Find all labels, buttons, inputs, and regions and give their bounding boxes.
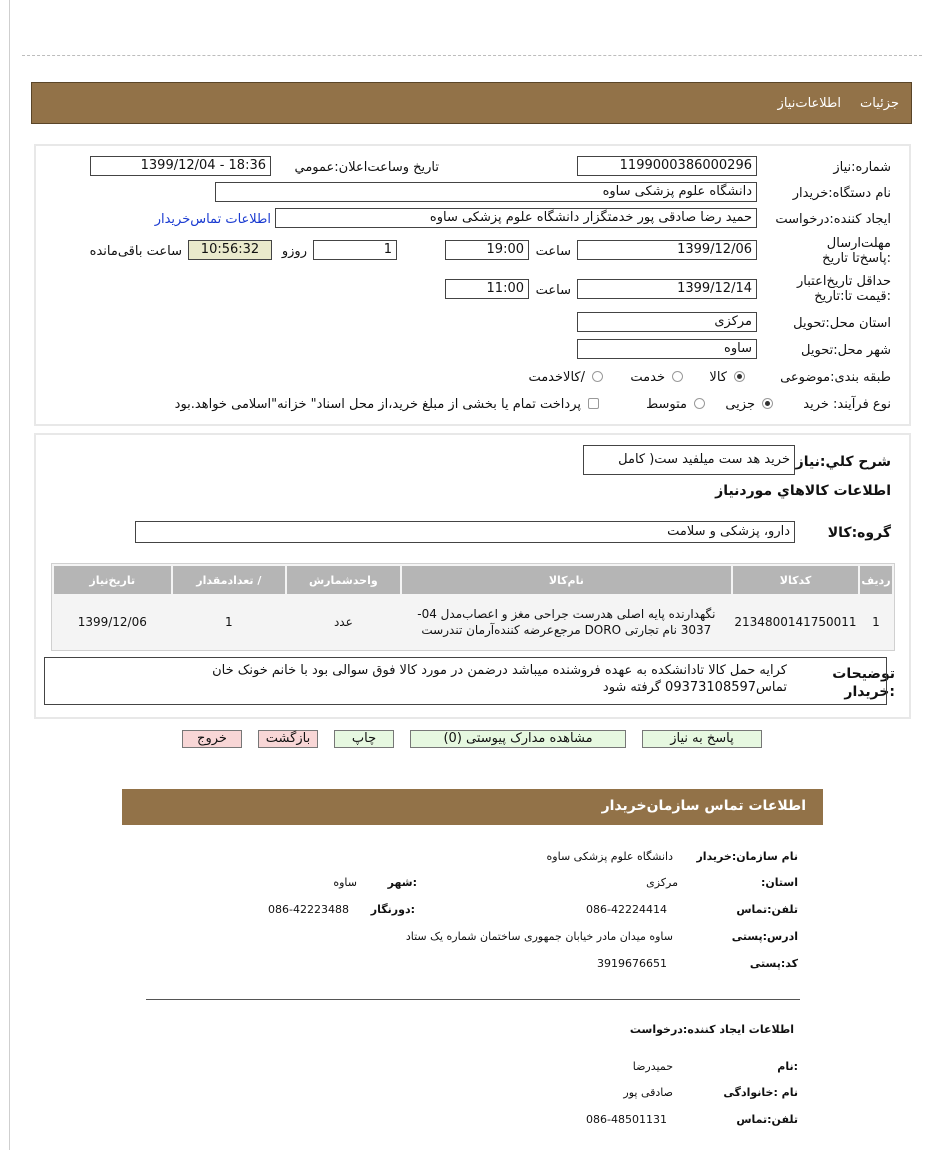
province-field: مرکزی [577,312,757,332]
contact-city-value: ساوه [333,876,357,889]
treasury-checkbox[interactable] [588,398,599,409]
buyer-notes-text: کرایه حمل کالا تادانشکده به عهده فروشنده میباشد درضمن در مورد کالا فوق سوالی بود با خانم خونک خان تماس09373108597 گرفته شود [212,663,787,695]
view-attachments-button[interactable]: مشاهده مدارک پیوستی (0) [410,730,626,748]
process-minor-radio[interactable] [762,398,773,409]
creator-name-label: :نام [777,1060,798,1073]
need-number-field: 1199000386000296 [577,156,757,176]
days-remaining-field: 1 [313,240,397,260]
goods-info-title: اطلاعات کالاهاي موردنياز [715,483,891,499]
cell-row: 1 [860,596,892,648]
col-row: ردیف [860,566,892,594]
category-goods-radio[interactable] [734,371,745,382]
category-service-radio[interactable] [672,371,683,382]
col-goods-name: نام‌کالا [402,566,732,594]
contact-address-label: ادرس:پستی [731,930,798,943]
day-label: روزو [281,244,307,259]
reply-date-field: 1399/12/06 [577,240,757,260]
back-button[interactable]: بازگشت [258,730,318,748]
reply-to-need-button[interactable]: پاسخ به نیاز [642,730,762,748]
creator-phone-label: تلفن:تماس [736,1113,798,1126]
category-label: طبقه بندی:موضوعی [780,370,891,385]
goods-group-label: گروه:کالا [827,525,891,541]
process-type-label: نوع فرآیند: خرید [803,397,891,412]
creator-field: حمید رضا صادقی پور خدمتگزار دانشگاه علوم پزشکی ساوه [275,208,757,228]
contact-city-label: :شهر [387,876,417,889]
contact-divider [146,999,800,1000]
col-quantity: / تعدادمقدار [173,566,286,594]
category-goods-label: کالا [709,370,727,385]
goods-info-panel [34,433,911,719]
goods-group-field: دارو، پزشکی و سلامت [135,521,795,543]
contact-postal-value: 3919676651 [597,957,667,970]
need-number-label: شماره:نیاز [833,160,891,175]
creator-family-value: صادقی پور [623,1086,673,1099]
category-goods-service-label: /کالاخدمت [528,370,585,385]
reply-time-label: ساعت [535,244,571,259]
validity-time-label: ساعت [535,283,571,298]
contact-postal-label: کد:پستی [749,957,798,970]
creator-name-value: حمیدرضا [632,1060,673,1073]
cell-quantity: 1 [173,596,286,648]
buyer-notes-label: توضیحات :خریدار [832,666,895,700]
page-left-border [9,0,10,1150]
goods-table [51,563,895,651]
col-unit: واحدشمارش [287,566,400,594]
cell-unit: عدد [287,596,400,648]
contact-fax-value: 086-42223488 [268,903,349,916]
top-tab-bar [31,82,912,124]
remaining-time-field: 10:56:32 [188,240,272,260]
contact-address-value: ساوه میدان مادر خیابان جمهوری ساختمان شماره یک ستاد [405,930,673,943]
table-row [54,596,892,648]
cell-need-date: 1399/12/06 [54,596,171,648]
province-label: استان محل:تحویل [793,316,891,331]
reply-time-field: 19:00 [445,240,529,260]
buyer-org-label: نام دستگاه:خریدار [792,186,891,201]
city-field: ساوه [577,339,757,359]
buyer-notes-frame [44,657,887,705]
buyer-contact-link[interactable]: اطلاعات تماس‌خریدار [154,212,271,227]
treasury-note: پرداخت تمام یا بخشی از مبلغ خرید،از محل اسناد" خزانه"اسلامی خواهد.بود [174,397,581,412]
need-details-panel [34,144,911,426]
announce-date-field: 1399/12/04 - 18:36 [90,156,271,176]
print-button[interactable]: چاپ [334,730,394,748]
validity-time-field: 11:00 [445,279,529,299]
col-goods-code: کدکالا [733,566,858,594]
cell-goods-name: نگهدارنده پایه اصلی هدرست جراحی مغز و اعصاب‌مدل 04-3037 نام تجارتی DORO مرجع‌عرضه کننده‌آرمان تندرست [402,596,732,648]
remaining-label: ساعت باقی‌مانده [89,244,182,259]
contact-org-label: نام سازمان:خریدار [696,850,798,863]
contact-province-label: استان: [761,876,798,889]
announce-date-label: تاریخ وساعت‌اعلان:عمومي [294,160,439,175]
validity-label: حداقل تاریخ‌اعتبار :قیمت تا:تاریخ [797,274,891,304]
goods-table-header [54,566,892,594]
category-goods-service-radio[interactable] [592,371,603,382]
creator-info-title: اطلاعات ایجاد کننده:درخواست [629,1023,794,1036]
contact-province-value: مرکزی [646,876,678,889]
contact-phone-label: تلفن:تماس [736,903,798,916]
category-service-label: خدمت [630,370,665,385]
city-label: شهر محل:تحویل [801,343,891,358]
contact-phone-value: 086-42224414 [586,903,667,916]
reply-deadline-label: مهلت‌ارسال :پاسخ‌تا تاریخ [822,236,891,266]
need-description-label: شرح کلي:نياز [795,454,891,470]
tab-need-info[interactable]: اطلاعات‌نیاز [777,96,841,111]
buyer-org-field: دانشگاه علوم پزشکی ساوه [215,182,757,202]
validity-date-field: 1399/12/14 [577,279,757,299]
exit-button[interactable]: خروج [182,730,242,748]
creator-phone-value: 086-48501131 [586,1113,667,1126]
contact-fax-label: :دورنگار [370,903,415,916]
process-medium-label: متوسط [646,397,687,412]
col-need-date: تاریخ‌نیاز [54,566,171,594]
need-description-field: خرید هد ست میلفید ست( کامل [583,445,795,475]
cell-goods-code: 2134800141750011 [733,596,858,648]
creator-family-label: نام :خانوادگی [723,1086,798,1099]
process-minor-label: جزیی [725,397,755,412]
contact-title: اطلاعات تماس سازمان‌خریدار [601,798,806,814]
process-medium-radio[interactable] [694,398,705,409]
top-dotted-divider [22,55,922,56]
creator-label: ایجاد کننده:درخواست [775,212,891,227]
contact-org-value: دانشگاه علوم پزشکی ساوه [546,850,673,863]
tab-details[interactable]: جزئیات [860,96,899,111]
contact-header-bar [122,789,823,825]
